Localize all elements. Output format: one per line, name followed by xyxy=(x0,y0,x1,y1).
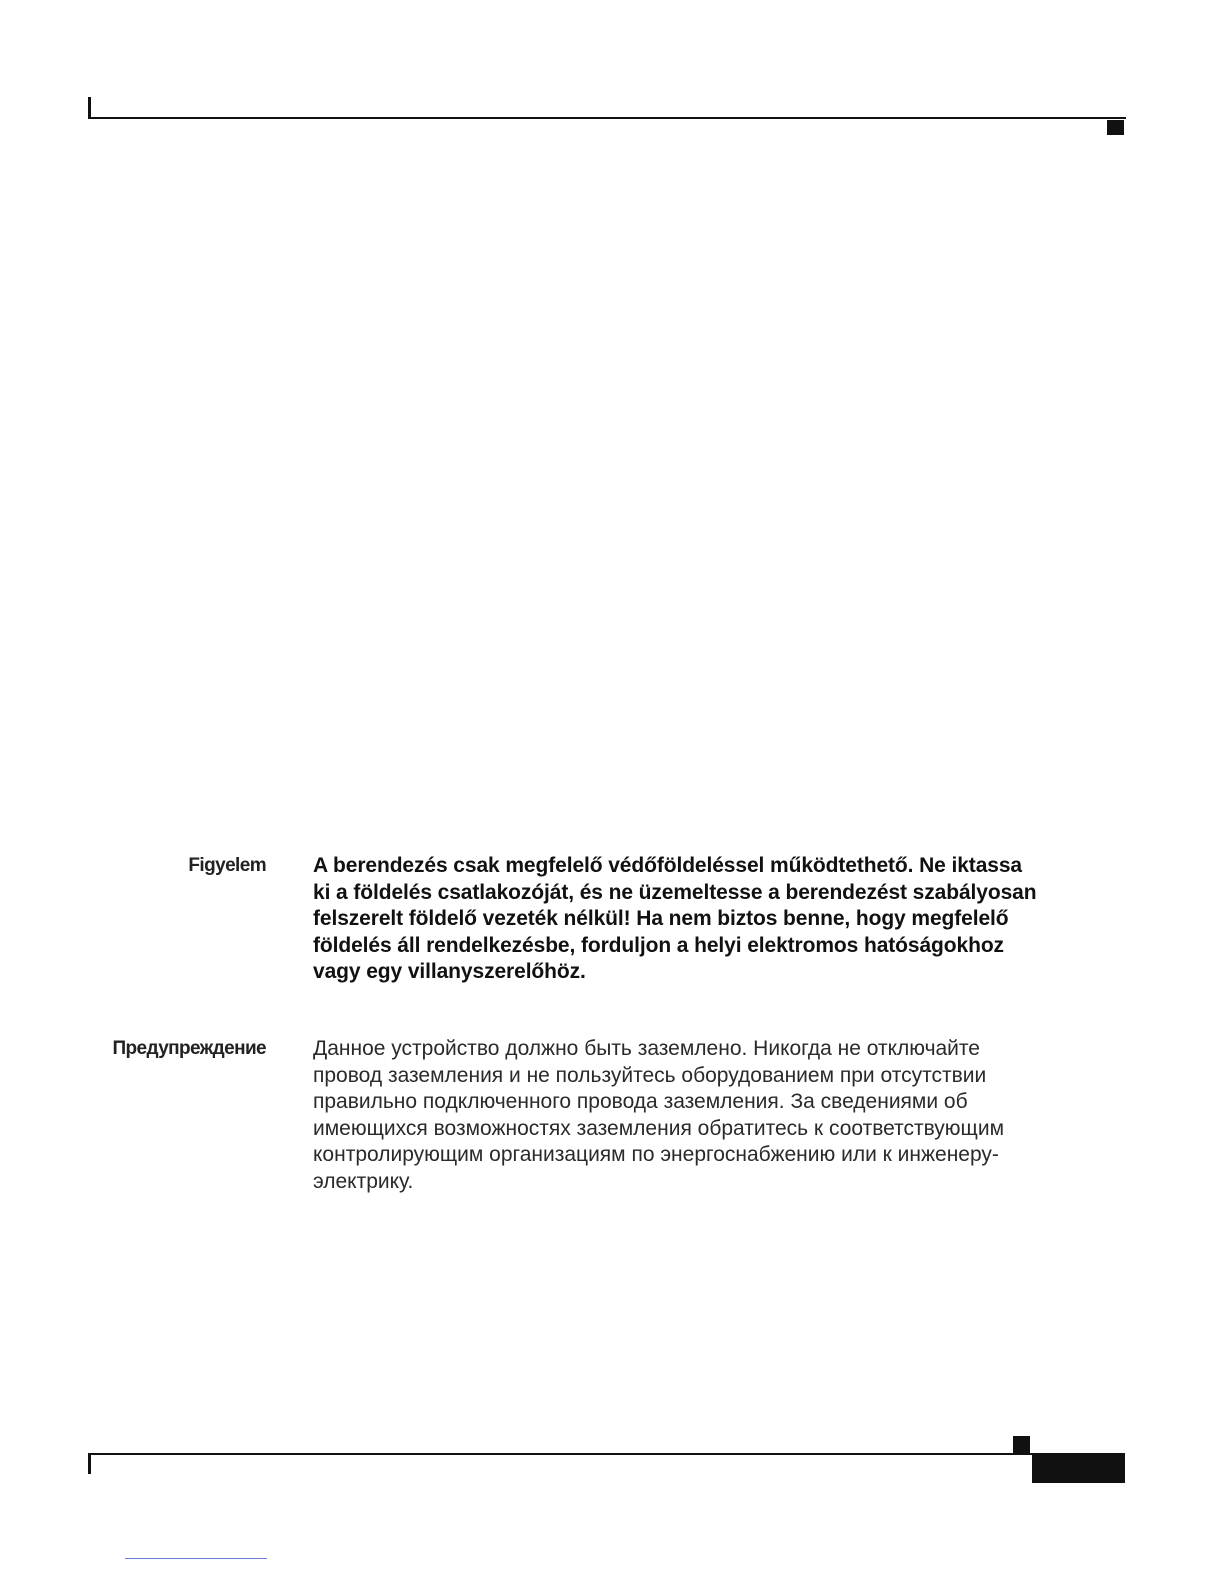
warning-text-line: ki a földelés csatlakozóját, és ne üzemeltesse a berendezést szabályosan xyxy=(313,880,1037,904)
header-marker-square xyxy=(1107,120,1124,135)
footer-rule xyxy=(88,1453,1125,1455)
warning-text-line: электрику. xyxy=(313,1169,414,1193)
warning-text-line: контролирующим организациям по энергоснабжению или к инженеру- xyxy=(313,1143,999,1167)
warning-text-line: vagy egy villanyszerelőhöz. xyxy=(313,960,586,984)
footer-link-underline[interactable] xyxy=(125,1558,267,1559)
footer-rule-tick xyxy=(88,1453,91,1474)
warning-text-line: провод заземления и не пользуйтесь оборудованием при отсутствии xyxy=(313,1063,987,1087)
warning-text-line: felszerelt földelő vezeték nélkül! Ha nem biztos benne, hogy megfelelő xyxy=(313,907,1009,931)
warning-text-line: имеющихся возможностях заземления обратитесь к соответствующим xyxy=(313,1116,1005,1140)
header-rule-tick xyxy=(88,97,91,118)
footer-marker-square xyxy=(1013,1436,1030,1453)
warning-text xyxy=(313,853,1113,986)
warning-label: Предупреждение xyxy=(112,1038,266,1059)
warning-text-line: földelés áll rendelkezésbe, forduljon a helyi elektromos hatóságokhoz xyxy=(313,933,1004,957)
header-rule xyxy=(88,117,1126,119)
warning-text xyxy=(313,1036,1113,1196)
warning-text-line: Данное устройство должно быть заземлено. Никогда не отключайте xyxy=(313,1037,980,1060)
warning-text-line: A berendezés csak megfelelő védőföldeléssel működtethető. Ne iktassa xyxy=(313,854,1023,877)
warning-label: Figyelem xyxy=(188,855,266,876)
footer-page-tab xyxy=(1032,1455,1125,1483)
warning-text-line: правильно подключенного провода заземления. За сведениями об xyxy=(313,1090,968,1114)
